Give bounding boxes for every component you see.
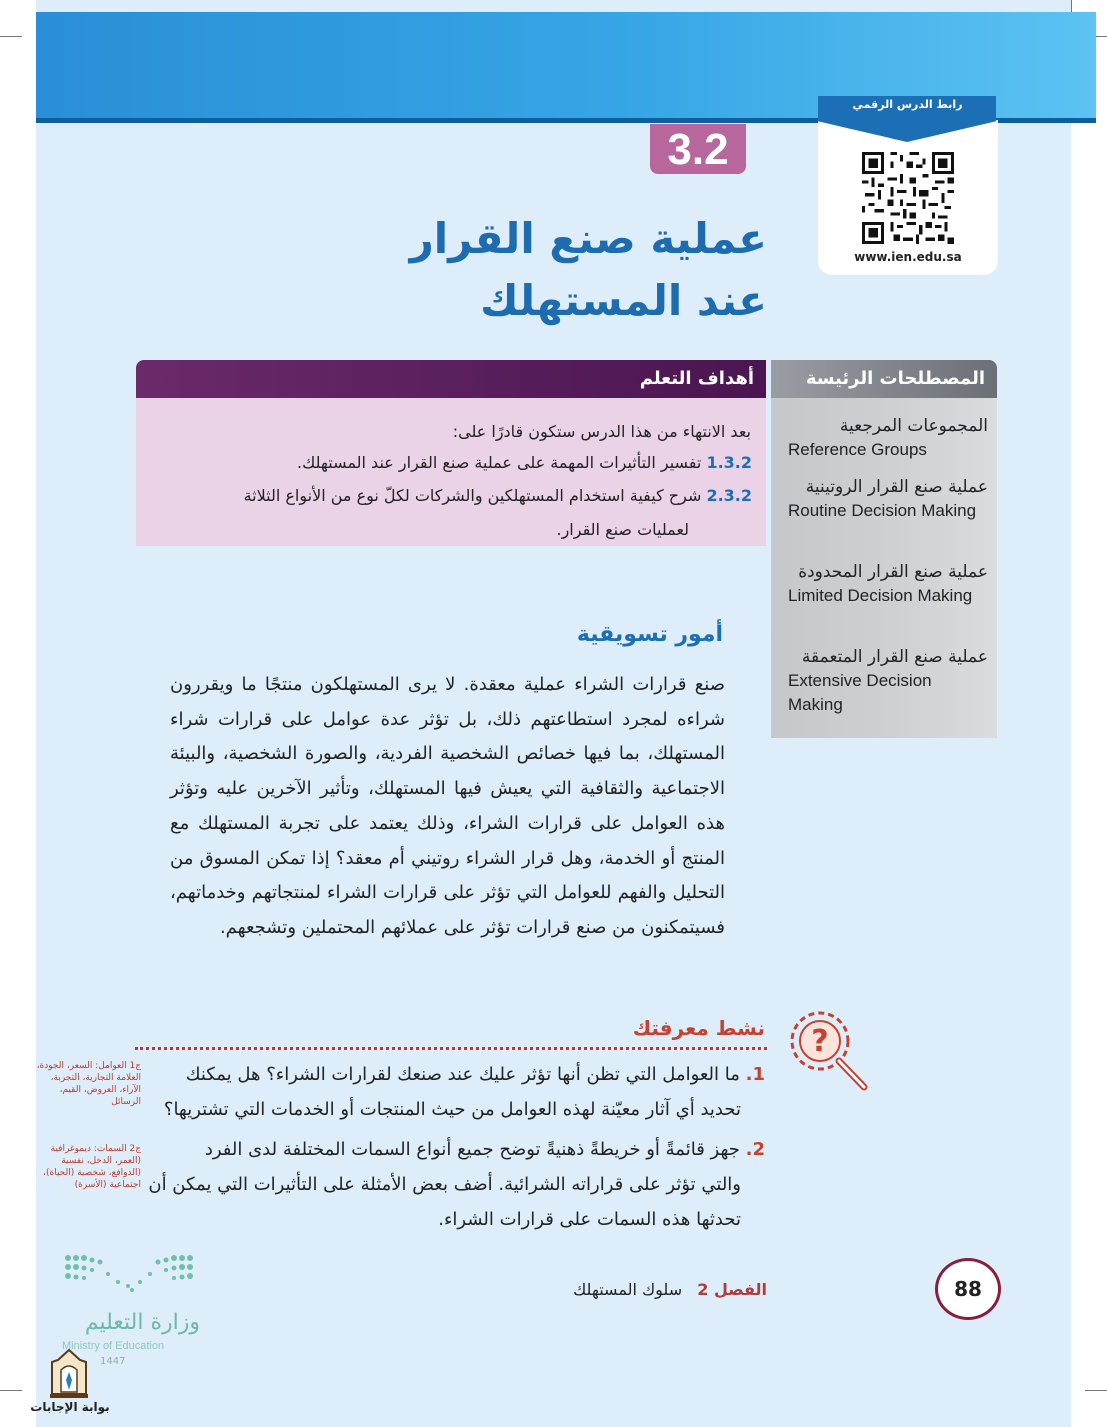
objective-text-continuation: لعمليات صنع القرار. [556,520,689,539]
objective-text: تفسير التأثيرات المهمة على عملية صنع القرار عند المستهلك. [297,453,702,472]
chapter-label: الفصل 2 [697,1280,767,1299]
chapter-title: سلوك المستهلك [573,1280,683,1299]
objectives-intro: بعد الانتهاء من هذا الدرس ستكون قادرًا على: [452,422,751,441]
key-term-english: Extensive Decision Making [788,671,932,714]
objective-number: 1.3.2 [706,453,752,472]
objective-text: شرح كيفية استخدام المستهلكين والشركات لكلّ نوع من الأنواع الثلاثة [243,486,702,505]
lesson-title-line-1: عملية صنع القرار [409,214,767,263]
activity-heading: نشط معرفتك [632,1016,765,1040]
marketing-paragraph: صنع قرارات الشراء عملية معقدة. لا يرى المستهلكون منتجًا ما ويقررون شراءه لمجرد استطاعتهم ذلك، بل تؤثر عدة عوامل على قرارات شراء المستهلك، بما فيها خصائص الشخصية الفردية، والصورة الشخصية، والبيئة الاجتماعية والثقافية التي يعيش فيها المستهلك، وتأثير الآخرين عليه وتؤثر هذه العوامل على قرارات الشراء، وذلك يعتمد على تجربة المستهلك مع المنتج أو الخدمة، وهل قرار الشراء روتيني أم معقد؟ إذا تمكن المسوق من التحليل والفهم للعوامل التي تؤثر على قرارات الشراء لمنتجاتهم وخدماتهم، فسيتمكنون من صنع قرارات تؤثر على عملائهم المحتملين وتشجعهم. [170,674,725,938]
handwritten-answer-2: ج2 السمات: ديموغرافية (العمر، الدخل، نفسية (الدوافع، شخصية (الحياة)، اجتماعية (الأسرة) [43,1144,141,1190]
key-term-arabic: المجموعات المرجعية [839,416,988,436]
qr-url[interactable]: www.ien.edu.sa [854,250,962,264]
key-term-english: Reference Groups [788,440,927,459]
objective-item [297,453,752,472]
key-term-item [788,414,988,462]
ministry-name-arabic: وزارة التعليم [84,1310,200,1335]
question-2-continuation: تحدثها هذه السمات على قرارات الشراء. [438,1209,741,1230]
key-term-arabic: عملية صنع القرار المتعمقة [801,647,988,667]
handwritten-answer-1: ج1 العوامل: السعر، الجودة، العلامة التجارية، التجربة، الآراء، العروض، القيم، الرسائل [36,1061,141,1107]
crop-mark [1085,1390,1107,1391]
lantern-badge-icon [46,1348,92,1400]
question-1 [186,1064,765,1085]
key-terms-heading: المصطلحات الرئيسة [771,360,997,398]
question-text: ما العوامل التي تظن أنها تؤثر عليك عند صنعك لقرارات الشراء؟ هل يمكنك [185,1064,740,1085]
objective-number: 2.3.2 [706,486,752,505]
key-term-arabic: عملية صنع القرار الروتينية [805,477,988,497]
site-badge-label: بوابة الإجابات [30,1400,110,1414]
key-term-item [788,475,988,523]
objectives-heading: أهداف التعلم [136,360,766,398]
key-term-english: Routine Decision Making [788,501,977,520]
digital-link-label: رابط الدرس الرقمي [852,98,963,111]
question-number: 1. [745,1064,765,1085]
key-term-item [788,645,988,717]
question-2 [205,1139,765,1160]
question-number: 2. [745,1139,765,1160]
marketing-heading: أمور تسويقية [576,622,723,647]
activity-divider [135,1047,767,1050]
chapter-footer [573,1280,767,1299]
objective-item [142,486,752,505]
ministry-year: 1447 [100,1356,126,1367]
key-term-arabic: عملية صنع القرار المحدودة [798,562,988,582]
qr-code-icon[interactable] [862,152,954,244]
lesson-title-line-2: عند المستهلك [480,276,767,325]
key-term-item [788,560,988,608]
question-1-continuation: تحديد أي آثار معيّنة لهذه العوامل من حيث المنتجات أو الخدمات التي تشتريها؟ [163,1099,741,1120]
ministry-logo-dots [62,1252,197,1300]
magnifier-question-icon [784,1005,874,1097]
question-2-continuation: والتي تؤثر على قراراته الشرائية. أضف بعض الأمثلة على التأثيرات التي يمكن أن [148,1174,741,1195]
crop-mark [0,1390,22,1391]
question-text: جهز قائمةً أو خريطةً ذهنيةً توضح جميع أنواع السمات المختلفة لدى الفرد [204,1139,740,1160]
crop-mark [0,36,22,37]
page-number: 88 [935,1258,1001,1320]
ministry-name-english: Ministry of Education [62,1340,165,1352]
svg-text:?: ? [811,1024,829,1059]
lesson-number-badge: 3.2 [650,124,746,174]
key-term-english: Limited Decision Making [788,586,973,605]
